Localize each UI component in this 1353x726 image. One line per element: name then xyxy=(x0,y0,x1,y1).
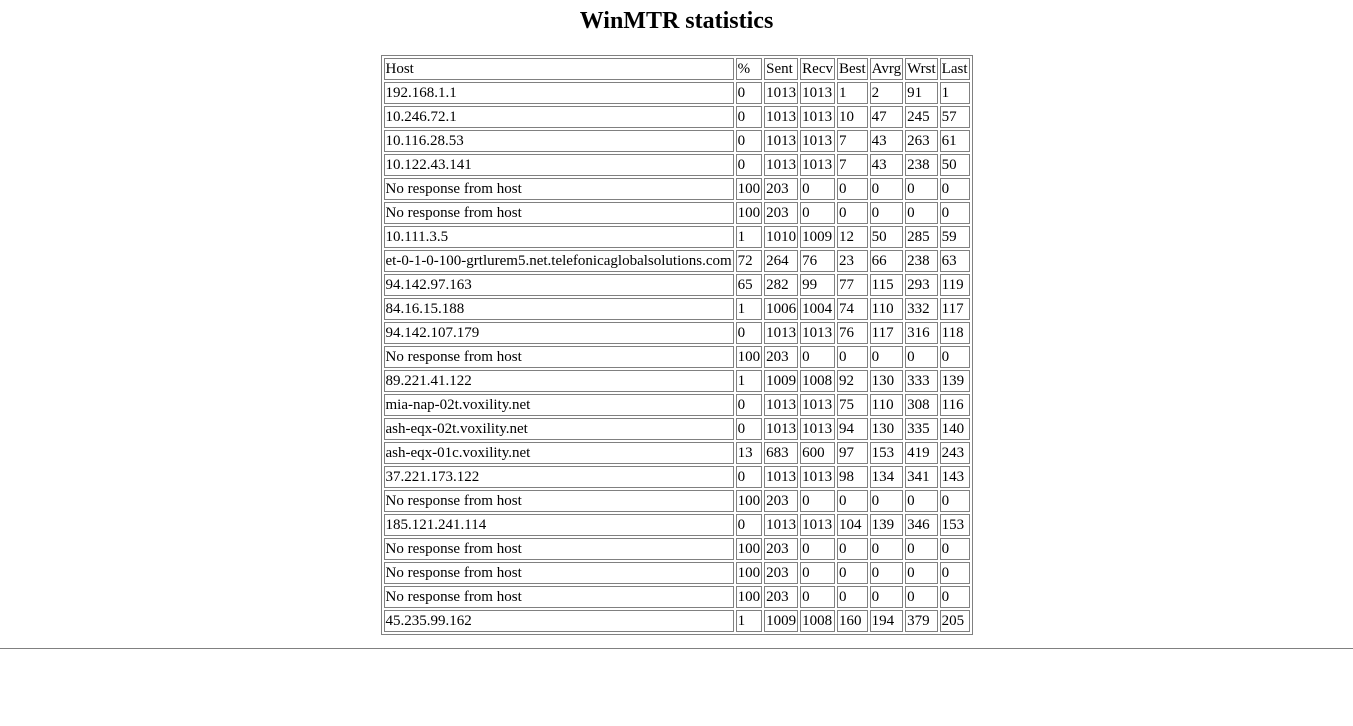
cell-best: 0 xyxy=(837,346,868,368)
column-header-best: Best xyxy=(837,58,868,80)
table-container xyxy=(0,55,1353,635)
cell-host: No response from host xyxy=(384,346,734,368)
cell-sent: 203 xyxy=(764,346,798,368)
table-row xyxy=(384,250,970,272)
cell-loss-percent: 1 xyxy=(736,298,763,320)
cell-wrst: 0 xyxy=(905,538,938,560)
column-header-recv: Recv xyxy=(800,58,835,80)
cell-wrst: 316 xyxy=(905,322,938,344)
cell-recv: 1013 xyxy=(800,322,835,344)
cell-last: 117 xyxy=(940,298,970,320)
cell-best: 160 xyxy=(837,610,868,632)
cell-last: 153 xyxy=(940,514,970,536)
cell-loss-percent: 100 xyxy=(736,562,763,584)
cell-loss-percent: 0 xyxy=(736,466,763,488)
cell-avrg: 0 xyxy=(870,586,903,608)
cell-loss-percent: 0 xyxy=(736,154,763,176)
cell-recv: 600 xyxy=(800,442,835,464)
table-row xyxy=(384,466,970,488)
cell-host: No response from host xyxy=(384,538,734,560)
cell-last: 0 xyxy=(940,586,970,608)
cell-best: 7 xyxy=(837,130,868,152)
cell-host: No response from host xyxy=(384,178,734,200)
column-header-host: Host xyxy=(384,58,734,80)
cell-recv: 0 xyxy=(800,346,835,368)
cell-sent: 203 xyxy=(764,562,798,584)
cell-wrst: 285 xyxy=(905,226,938,248)
cell-host: 45.235.99.162 xyxy=(384,610,734,632)
cell-best: 104 xyxy=(837,514,868,536)
cell-last: 116 xyxy=(940,394,970,416)
cell-wrst: 0 xyxy=(905,202,938,224)
cell-recv: 1013 xyxy=(800,394,835,416)
table-row xyxy=(384,82,970,104)
cell-avrg: 115 xyxy=(870,274,903,296)
table-row xyxy=(384,442,970,464)
cell-avrg: 47 xyxy=(870,106,903,128)
cell-sent: 1013 xyxy=(764,514,798,536)
cell-wrst: 332 xyxy=(905,298,938,320)
table-row xyxy=(384,490,970,512)
horizontal-rule xyxy=(0,648,1353,649)
cell-sent: 264 xyxy=(764,250,798,272)
table-row xyxy=(384,346,970,368)
cell-avrg: 134 xyxy=(870,466,903,488)
cell-host: 10.122.43.141 xyxy=(384,154,734,176)
column-header-last: Last xyxy=(940,58,970,80)
table-row xyxy=(384,394,970,416)
cell-sent: 1009 xyxy=(764,370,798,392)
table-row xyxy=(384,178,970,200)
cell-sent: 1013 xyxy=(764,82,798,104)
cell-recv: 1013 xyxy=(800,466,835,488)
cell-recv: 1008 xyxy=(800,370,835,392)
cell-avrg: 0 xyxy=(870,538,903,560)
cell-last: 140 xyxy=(940,418,970,440)
cell-recv: 0 xyxy=(800,490,835,512)
cell-last: 143 xyxy=(940,466,970,488)
cell-avrg: 139 xyxy=(870,514,903,536)
cell-wrst: 238 xyxy=(905,250,938,272)
cell-host: ash-eqx-02t.voxility.net xyxy=(384,418,734,440)
cell-best: 0 xyxy=(837,562,868,584)
cell-loss-percent: 1 xyxy=(736,610,763,632)
cell-sent: 1013 xyxy=(764,394,798,416)
cell-recv: 99 xyxy=(800,274,835,296)
cell-best: 77 xyxy=(837,274,868,296)
cell-wrst: 333 xyxy=(905,370,938,392)
cell-best: 94 xyxy=(837,418,868,440)
cell-host: et-0-1-0-100-grtlurem5.net.telefonicaglobalsolutions.com xyxy=(384,250,734,272)
cell-loss-percent: 0 xyxy=(736,322,763,344)
cell-best: 74 xyxy=(837,298,868,320)
cell-avrg: 194 xyxy=(870,610,903,632)
cell-last: 0 xyxy=(940,346,970,368)
cell-best: 0 xyxy=(837,490,868,512)
table-row xyxy=(384,418,970,440)
cell-recv: 0 xyxy=(800,586,835,608)
cell-host: 192.168.1.1 xyxy=(384,82,734,104)
cell-last: 119 xyxy=(940,274,970,296)
cell-host: 185.121.241.114 xyxy=(384,514,734,536)
cell-avrg: 43 xyxy=(870,154,903,176)
column-header-wrst: Wrst xyxy=(905,58,938,80)
cell-best: 76 xyxy=(837,322,868,344)
cell-loss-percent: 72 xyxy=(736,250,763,272)
page-title: WinMTR statistics xyxy=(579,8,774,34)
cell-wrst: 0 xyxy=(905,586,938,608)
cell-best: 1 xyxy=(837,82,868,104)
column-header-loss-percent: % xyxy=(736,58,763,80)
table-header-row xyxy=(384,58,970,80)
cell-loss-percent: 0 xyxy=(736,514,763,536)
cell-sent: 203 xyxy=(764,490,798,512)
cell-avrg: 130 xyxy=(870,418,903,440)
table-row xyxy=(384,130,970,152)
cell-best: 23 xyxy=(837,250,868,272)
cell-last: 0 xyxy=(940,562,970,584)
cell-best: 12 xyxy=(837,226,868,248)
table-row xyxy=(384,586,970,608)
cell-last: 63 xyxy=(940,250,970,272)
cell-loss-percent: 100 xyxy=(736,178,763,200)
cell-wrst: 419 xyxy=(905,442,938,464)
cell-wrst: 293 xyxy=(905,274,938,296)
cell-best: 97 xyxy=(837,442,868,464)
cell-wrst: 245 xyxy=(905,106,938,128)
table-row xyxy=(384,322,970,344)
table-row xyxy=(384,106,970,128)
cell-host: 94.142.107.179 xyxy=(384,322,734,344)
cell-host: 10.116.28.53 xyxy=(384,130,734,152)
table-row xyxy=(384,226,970,248)
table-row xyxy=(384,538,970,560)
cell-wrst: 341 xyxy=(905,466,938,488)
table-row xyxy=(384,562,970,584)
cell-avrg: 66 xyxy=(870,250,903,272)
cell-last: 243 xyxy=(940,442,970,464)
table-row xyxy=(384,298,970,320)
cell-loss-percent: 65 xyxy=(736,274,763,296)
cell-avrg: 110 xyxy=(870,298,903,320)
cell-last: 118 xyxy=(940,322,970,344)
cell-sent: 1013 xyxy=(764,322,798,344)
cell-avrg: 130 xyxy=(870,370,903,392)
cell-best: 0 xyxy=(837,586,868,608)
cell-best: 0 xyxy=(837,178,868,200)
cell-wrst: 0 xyxy=(905,346,938,368)
cell-host: 37.221.173.122 xyxy=(384,466,734,488)
cell-recv: 0 xyxy=(800,538,835,560)
cell-recv: 1013 xyxy=(800,82,835,104)
cell-loss-percent: 0 xyxy=(736,130,763,152)
cell-recv: 1013 xyxy=(800,154,835,176)
cell-host: 84.16.15.188 xyxy=(384,298,734,320)
column-header-avrg: Avrg xyxy=(870,58,903,80)
cell-sent: 1006 xyxy=(764,298,798,320)
cell-sent: 1010 xyxy=(764,226,798,248)
cell-recv: 1013 xyxy=(800,514,835,536)
cell-recv: 0 xyxy=(800,562,835,584)
cell-host: No response from host xyxy=(384,586,734,608)
cell-wrst: 0 xyxy=(905,490,938,512)
cell-wrst: 379 xyxy=(905,610,938,632)
table-row xyxy=(384,610,970,632)
cell-last: 0 xyxy=(940,202,970,224)
cell-avrg: 0 xyxy=(870,178,903,200)
cell-recv: 1013 xyxy=(800,418,835,440)
cell-sent: 203 xyxy=(764,538,798,560)
cell-avrg: 43 xyxy=(870,130,903,152)
cell-last: 139 xyxy=(940,370,970,392)
cell-sent: 683 xyxy=(764,442,798,464)
cell-loss-percent: 100 xyxy=(736,586,763,608)
cell-avrg: 2 xyxy=(870,82,903,104)
cell-host: mia-nap-02t.voxility.net xyxy=(384,394,734,416)
cell-recv: 76 xyxy=(800,250,835,272)
cell-host: 89.221.41.122 xyxy=(384,370,734,392)
table-row xyxy=(384,154,970,176)
cell-wrst: 263 xyxy=(905,130,938,152)
cell-best: 98 xyxy=(837,466,868,488)
cell-sent: 1009 xyxy=(764,610,798,632)
cell-best: 92 xyxy=(837,370,868,392)
cell-recv: 1013 xyxy=(800,106,835,128)
cell-loss-percent: 0 xyxy=(736,106,763,128)
cell-avrg: 110 xyxy=(870,394,903,416)
cell-sent: 1013 xyxy=(764,418,798,440)
column-header-sent: Sent xyxy=(764,58,798,80)
cell-recv: 1013 xyxy=(800,130,835,152)
cell-recv: 1008 xyxy=(800,610,835,632)
cell-loss-percent: 100 xyxy=(736,538,763,560)
statistics-table-body xyxy=(384,58,970,632)
cell-loss-percent: 0 xyxy=(736,82,763,104)
cell-host: ash-eqx-01c.voxility.net xyxy=(384,442,734,464)
cell-wrst: 335 xyxy=(905,418,938,440)
cell-sent: 203 xyxy=(764,178,798,200)
cell-sent: 203 xyxy=(764,202,798,224)
cell-loss-percent: 100 xyxy=(736,490,763,512)
cell-loss-percent: 100 xyxy=(736,202,763,224)
cell-last: 61 xyxy=(940,130,970,152)
cell-sent: 282 xyxy=(764,274,798,296)
cell-sent: 1013 xyxy=(764,154,798,176)
table-row xyxy=(384,202,970,224)
cell-last: 205 xyxy=(940,610,970,632)
cell-recv: 1004 xyxy=(800,298,835,320)
cell-sent: 1013 xyxy=(764,106,798,128)
cell-last: 0 xyxy=(940,178,970,200)
cell-last: 50 xyxy=(940,154,970,176)
cell-last: 59 xyxy=(940,226,970,248)
statistics-table xyxy=(381,55,973,635)
cell-wrst: 0 xyxy=(905,178,938,200)
cell-host: 10.246.72.1 xyxy=(384,106,734,128)
cell-last: 0 xyxy=(940,538,970,560)
cell-best: 10 xyxy=(837,106,868,128)
cell-recv: 0 xyxy=(800,178,835,200)
cell-host: No response from host xyxy=(384,202,734,224)
cell-best: 75 xyxy=(837,394,868,416)
table-row xyxy=(384,370,970,392)
cell-loss-percent: 1 xyxy=(736,370,763,392)
cell-loss-percent: 0 xyxy=(736,394,763,416)
table-row xyxy=(384,274,970,296)
cell-best: 7 xyxy=(837,154,868,176)
cell-last: 1 xyxy=(940,82,970,104)
cell-avrg: 153 xyxy=(870,442,903,464)
cell-wrst: 91 xyxy=(905,82,938,104)
table-row xyxy=(384,514,970,536)
cell-host: 10.111.3.5 xyxy=(384,226,734,248)
cell-sent: 203 xyxy=(764,586,798,608)
cell-avrg: 50 xyxy=(870,226,903,248)
cell-sent: 1013 xyxy=(764,466,798,488)
cell-recv: 0 xyxy=(800,202,835,224)
cell-last: 57 xyxy=(940,106,970,128)
cell-host: 94.142.97.163 xyxy=(384,274,734,296)
cell-wrst: 238 xyxy=(905,154,938,176)
cell-loss-percent: 1 xyxy=(736,226,763,248)
cell-avrg: 0 xyxy=(870,562,903,584)
cell-last: 0 xyxy=(940,490,970,512)
cell-best: 0 xyxy=(837,538,868,560)
cell-avrg: 117 xyxy=(870,322,903,344)
cell-wrst: 346 xyxy=(905,514,938,536)
cell-sent: 1013 xyxy=(764,130,798,152)
cell-recv: 1009 xyxy=(800,226,835,248)
cell-avrg: 0 xyxy=(870,202,903,224)
cell-host: No response from host xyxy=(384,562,734,584)
cell-best: 0 xyxy=(837,202,868,224)
cell-avrg: 0 xyxy=(870,490,903,512)
cell-avrg: 0 xyxy=(870,346,903,368)
cell-loss-percent: 0 xyxy=(736,418,763,440)
cell-loss-percent: 100 xyxy=(736,346,763,368)
cell-host: No response from host xyxy=(384,490,734,512)
cell-wrst: 0 xyxy=(905,562,938,584)
cell-loss-percent: 13 xyxy=(736,442,763,464)
cell-wrst: 308 xyxy=(905,394,938,416)
